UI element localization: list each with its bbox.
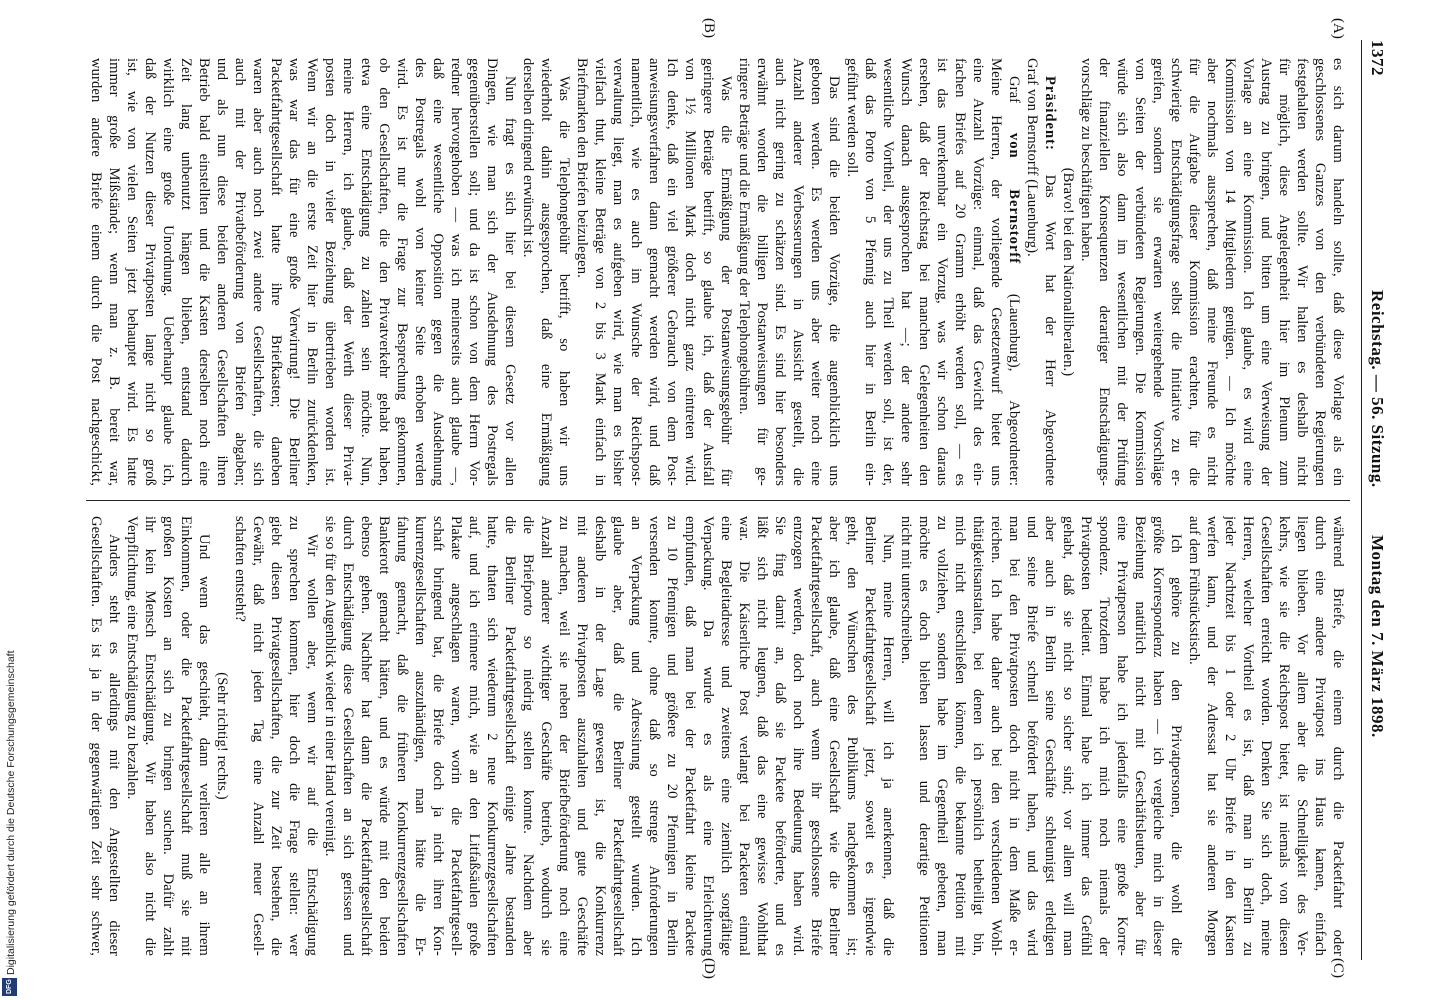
text-line: Anzahl anderer wichtiger Geschäfte betrieb, wodurch sie (538, 516, 554, 956)
text-line: Vorlage an eine Kommission. Ich glaube, es wird eine (1240, 58, 1256, 486)
text-line: auf dem Frühstückstisch. (1186, 516, 1202, 665)
text-line: redner hervorgehoben — was ich meinerseits auch glaube —, (448, 58, 464, 486)
text-line: zu sprechen kommen, hier doch die Frage stellen: wer (286, 516, 302, 956)
text-line: Anzahl anderer Verbesserungen in Aussicht gestellt, die (790, 58, 806, 486)
text-line: Nun, meine Herren, will ich ja anerkennen, daß die (880, 534, 896, 956)
text-line: Sie fing damit an, daß sie Packete beförderte, und es (772, 516, 788, 956)
column-divider (86, 500, 1350, 501)
text-line: aber ich glaube, daß eine Gesellschaft wie die Berliner (826, 516, 842, 956)
text-line: Und wenn das geschieht, dann verlieren alle an ihrem (196, 534, 212, 956)
text-line: durch Entschädigung diese Gesellschaften an sich gerissen und (340, 516, 356, 956)
text-line: Austrag zu bringen, und bitten um eine Verweisung der (1258, 58, 1274, 486)
text-line: Verpackung. Da wurde es als eine Erleichterung (700, 516, 716, 956)
text-line: kehrs, wie sie die Reichspost bietet, ist niemals von diesen (1276, 516, 1292, 956)
text-line: zu vollziehen, sondern habe im Gegentheil gebeten, man (934, 516, 950, 956)
session-title: Reichstag. — 56. Sitzung. (1368, 290, 1387, 488)
text-line: durch eine andere Privatpost ins Haus kamen, einfach (1312, 516, 1328, 956)
text-line: spondenz. Trotzdem habe ich mich noch niemals der (1096, 516, 1112, 956)
text-line: Privatposten bedient. Einmal habe ich immer das Gefühl (1078, 516, 1094, 956)
text-line: aber auch in Berlin seine Geschäfte schleunigst erledigen (1042, 516, 1058, 956)
text-line: wesentliche Vortheil, der uns zu Theil werden soll, ist der, (880, 58, 896, 486)
text-line: Nun fragt es sich hier bei diesem Gesetz vor allen (502, 76, 518, 486)
left-column (87, 58, 1347, 486)
text-line: Gesellschaften erreicht worden. Denken Sie sich doch, meine (1258, 516, 1274, 956)
text-line: auf, und ich erinnere mich, wie an den Litfaßsäulen große (466, 516, 482, 956)
text-line: war. Die Kaiserliche Post verlangt bei Packeten einmal (736, 516, 752, 956)
text-line: deshalb in der Lage gewesen ist, die Konkurrenz (592, 516, 608, 956)
text-line: giebt diesen Privatgesellschaften, die zur Zeit bestehen, die (268, 516, 284, 956)
text-line: eine Begleitadresse und zweitens eine ziemlich sorgfältige (718, 516, 734, 956)
text-line: für möglich, diese Angelegenheit hier im Plenum zum (1276, 58, 1292, 486)
text-line: Graf von Bernstorff (Lauenburg), Abgeordneter: (1006, 76, 1022, 486)
text-line: eine Anzahl Vorzüge: einmal, daß das Gewicht des ein- (970, 58, 986, 486)
text-line: werfen kann, und der Adressat hat sie anderen Morgen (1204, 516, 1220, 956)
text-line: Was die Telephongebühr betrifft, so haben wir uns (556, 76, 572, 486)
text-line: ebenso gehen. Nachher hat dann die Packetfahrtgesellschaft (358, 516, 374, 956)
text-line: mich nicht entschließen können, die bekannte Petition mit (952, 516, 968, 956)
text-line: Bankerott gemacht hätten, und es würde mit den beiden (376, 516, 392, 956)
text-line: ob den Gesellschaften, die den Privatverkehr gehabt haben, (376, 58, 392, 486)
text-line: wirklich eine große Unordnung. Ueberhaupt glaube ich, (160, 58, 176, 486)
text-line: erwähnt worden die billigen Postanweisungen für ge- (754, 58, 770, 486)
text-line: Betrieb bald einstellten und die Kasten derselben noch eine (196, 58, 212, 486)
header-rule (1361, 40, 1362, 960)
text-line: Kommission von 14 Mitgliedern genügen. — Ich möchte (1222, 58, 1238, 486)
speaker-label: Präsident: (1042, 76, 1058, 151)
text-line: schwierige Entschädigungsfrage selbst die Initiative zu er- (1168, 58, 1184, 486)
text-line: an Verpackung und Adressirung gestellt wurden. Ich (628, 516, 644, 956)
text-line: es sich darum handeln sollte, daß diese Vorlage als ein (1330, 58, 1346, 486)
text-line: Präsident: Das Wort hat der Herr Abgeordnete (1042, 76, 1058, 486)
text-line: geboten werden. Es werden uns aber weiter noch eine (808, 58, 824, 486)
margin-mark-d: (D) (701, 958, 717, 979)
text-line: gegenüberstellen soll; und da ist schon von dem Herrn Vor- (466, 58, 482, 486)
margin-mark-c: (C) (1330, 958, 1346, 978)
text-line: verwaltung liegt, man es aufgeben wird, wie man es bisher (610, 58, 626, 486)
text-line: vielfach thut, kleine Beträge von 2 bis 3 Mark einfach in (592, 58, 608, 486)
text-line: hatte, thaten sich wiederum 2 neue Konkurrenzgesellschaften (484, 516, 500, 956)
text-line: versenden konnte, ohne daß so strenge Anforderungen (646, 516, 662, 956)
text-line: Graf von Bernstorff (Lauenburg). (1024, 58, 1040, 257)
text-line: die Berliner Packetfahrtgesellschaft einige Jahre bestanden (502, 516, 518, 956)
text-line: Anders steht es allerdings mit den Angestellten dieser (106, 534, 122, 956)
text-line: thätigkeitsanstalten, bei denen ich persönlich betheiligt bin, (970, 516, 986, 956)
text-line: Beziehung natürlich nicht mit Geschäftsleuten, aber für (1132, 516, 1148, 956)
text-line: Briefmarken den Briefen beizulegen. (574, 58, 590, 278)
text-line: Ich gehöre zu den Privatpersonen, die wohl die (1168, 534, 1184, 956)
text-line: ihr kein Mensch Entschädigung. Wir haben also nicht die (142, 516, 158, 956)
text-line: daß der Nutzen dieser Privatposten lange nicht so groß (142, 58, 158, 486)
text-line: ersehen, daß der Reichstag bei manchen Gelegenheiten den (916, 58, 932, 486)
text-line: (Sehr richtig! rechts.) (214, 672, 230, 800)
text-line: von 1½ Millionen Mark doch nicht ganz eintreten wird. (682, 58, 698, 486)
text-line: Wir wollen aber, wenn wir auf die Entschädigung (304, 534, 320, 956)
text-line: greifen, sondern sie erwarten weitergehende Vorschläge (1150, 58, 1166, 486)
text-line: eine Privatperson habe ich jedenfalls eine große Korre- (1114, 516, 1130, 956)
text-line: entzogen werden, doch noch ihre Bedeutung haben wird. (790, 516, 806, 956)
text-line: wird. Es ist nur die Frage zur Besprechung gekommen, (394, 58, 410, 486)
text-line: meine Herren, ich glaube, daß der Werth dieser Privat- (340, 58, 356, 486)
text-line: Gesellschaften. Es ist ja in der gegenwärtigen Zeit sehr schwer, (88, 516, 104, 956)
text-line: auch nicht gering zu schätzen sind. Es sind hier besonders (772, 58, 788, 486)
text-line: Was die Ermäßigung der Postanweisungsgebühr für (718, 76, 734, 486)
session-date: Montag den 7. März 1898. (1368, 535, 1387, 738)
text-line: Dingen, wie man sich der Ausdehnung des Postregals (484, 58, 500, 486)
text-line: liegen blieben. Vor allem aber die Schnelligkeit des Ver- (1294, 516, 1310, 956)
text-line: möchte es doch bleiben lassen und derartige Petitionen (916, 516, 932, 956)
text-line: kurrenzgesellschaften auszuhändigen, man hätte die Er- (412, 516, 428, 956)
text-line: etwa eine Entschädigung zu zahlen sein möchte. Nun, (358, 58, 374, 486)
text-line: geht, den Wünschen des Publikums nachgekommen ist; (844, 516, 860, 956)
text-line: daß das Porto von 5 Pfennig auch hier in Berlin ein- (862, 58, 878, 486)
text-line: jeder Nachtzeit bis 1 oder 2 Uhr Briefe in den Kasten (1222, 516, 1238, 956)
text-line: ist das unverkennbar ein Vorzug, was wir schon daraus (934, 58, 950, 486)
text-line: Das sind die beiden Vorzüge, die augenblicklich uns (826, 76, 842, 486)
text-line: ist, wie von vielen Seiten jetzt behauptet wird. Es hatte (124, 58, 140, 486)
text-line: für die Aufgabe dieser Kommission erachten, für die (1186, 58, 1202, 486)
text-line: würde sich also dann im wesentlichen mit der Prüfung (1114, 58, 1130, 486)
text-line: wiederholt dahin ausgesprochen, daß eine Ermäßigung (538, 58, 554, 486)
right-column (87, 516, 1347, 956)
text-line: Plakate angeschlagen waren, worin die Packetfahrtgesell- (448, 516, 464, 956)
text-line: festgehalten werden sollte. Wir halten es deshalb nicht (1294, 58, 1310, 486)
text-line: man bei den Privatposten doch nicht in dem Maße er- (1006, 516, 1022, 956)
margin-mark-b: (B) (701, 18, 717, 38)
dfg-logo-icon: DFG (2, 978, 17, 996)
text-line: geringere Beträge betrifft, so glaube ich, daß der Ausfall (700, 58, 716, 486)
text-line: während Briefe, die einem durch die Packetfahrt oder (1330, 516, 1346, 956)
text-line: Ich denke, daß ein viel größerer Gebrauch von dem Post- (664, 58, 680, 486)
text-line: Zeit lang unbenutzt hängen blieben, entstand dadurch (178, 58, 194, 486)
text-line: Packetfahrtgesellschaft hatte ihre Briefkasten; daneben (268, 58, 284, 486)
text-line: von Seiten der verbündeten Regierungen. Die Kommission (1132, 58, 1148, 486)
text-line: Verpflichtung, eine Entschädigung zu bezahlen. (124, 516, 140, 800)
text-line: reichen. Ich habe daher auch bei den verschiedenen Wohl- (988, 516, 1004, 956)
page-number: 1372 (1368, 40, 1387, 76)
text-line: großen Kosten an sich zu bringen suchen. Dafür zahlt (160, 516, 176, 956)
text-line: aber nochmals aussprechen, daß meine Freunde es nicht (1204, 58, 1220, 486)
text-line: anweisungsverfahren dann gemacht werden wird, und daß (646, 58, 662, 486)
text-line: ringere Beträge und die Ermäßigung der Telephongebühren. (736, 58, 752, 415)
text-line: des Postregals wohl von keiner Seite erhoben werden (412, 58, 428, 486)
speaker-name: von Bernstorff (1006, 132, 1022, 265)
text-line: vorschläge zu beschäftigen haben. (1078, 58, 1094, 262)
digitization-credit: Digitalisierung gefördert durch die Deutsche Forschungsgemeinschaft (5, 650, 17, 975)
text-line: empfunden, daß man bei der Packetfahrt kleine Packete (682, 516, 698, 956)
text-line: die Briefporto so niedrig stellen konnte. Nachdem aber (520, 516, 536, 956)
text-line: fachen Briefes auf 20 Gramm erhöht werden soll, — es (952, 58, 968, 486)
text-line: Meine Herren, der vorliegende Gesetzentwurf bietet uns (988, 58, 1004, 486)
text-line: schaft bringend bat, die Briefe doch ja nicht ihren Kon- (430, 516, 446, 956)
text-line: größte Korrespondenz haben — ich vergleiche mich in dieser (1150, 516, 1166, 956)
text-line: Packetfahrtgesellschaft, auch wenn ihr geschlossene Briefe (808, 516, 824, 956)
text-line: Herren, welcher Vortheil es ist, daß man in Berlin zu (1240, 516, 1256, 956)
text-line: und als nun diese beiden anderen Gesellschaften ihren (214, 58, 230, 486)
text-line: immer große Mißstände; wenn man z. B. bereit war, (106, 58, 122, 486)
text-line: schaften entsteht? (232, 516, 248, 622)
text-line: glaube aber, daß die Berliner Packetfahrtgesellschaft (610, 516, 626, 956)
text-line: derselben dringend erwünscht ist. (520, 58, 536, 258)
text-line: Wenn wir an die erste Zeit hier in Berlin zurückdenken, (304, 58, 320, 486)
text-line: sie so für den Augenblick wieder in einer Hand vereinigt. (322, 516, 338, 857)
margin-mark-a: (A) (1330, 18, 1346, 39)
text-line: geführt werden soll. (844, 58, 860, 178)
text-line: wurden andere Briefe einem durch die Post nachgeschickt, (88, 58, 104, 486)
text-line: nicht mit unterschreiben. (898, 516, 914, 664)
text-line: daß eine wesentliche Opposition gegen die Ausdehnung (430, 58, 446, 486)
text-line: geschlossenes Ganzes von den verbündeten Regierungen (1312, 58, 1328, 486)
text-line: waren aber auch noch zwei andere Gesellschaften, die sich (250, 58, 266, 486)
text-line: der finanziellen Konsequenzen derartiger Entschädigungs- (1096, 58, 1112, 486)
text-line: auch mit der Privatbeförderung von Briefen abgaben; (232, 58, 248, 486)
text-line: Berliner Packetfahrtgesellschaft jetzt, soweit es irgendwie (862, 516, 878, 956)
text-line: fahrung gemacht, daß die früheren Konkurrenzgesellschaften (394, 516, 410, 956)
text-line: zu 10 Pfennigen und größere zu 20 Pfennigen in Berlin (664, 516, 680, 956)
text-line: läßt sich nicht leugnen, daß das eine gewisse Wohlthat (754, 516, 770, 956)
text-line: Wunsch danach ausgesprochen hat —; der andere sehr (898, 58, 914, 486)
text-line: und seine Briefe schnell befördert haben, und das wird (1024, 516, 1040, 956)
text-line: posten doch in vieler Beziehung übertrieben worden ist. (322, 58, 338, 486)
text-line: gehabt, daß sie nicht so sicher sind; vor allem will man (1060, 516, 1076, 956)
text-line: zu machen, weil sie neben der Briefbeförderung noch eine (556, 516, 572, 956)
text-line: Einkommen, oder die Packetfahrtgesellschaft muß sie mit (178, 516, 194, 956)
text-line: was war das für eine große Verwirrung! Die Berliner (286, 58, 302, 486)
text-line: mit anderen Privatposten auszuhalten und gute Geschäfte (574, 516, 590, 956)
text-line: Gewähr, daß nicht jeden Tag eine Anzahl neuer Gesell- (250, 516, 266, 956)
text-line: (Bravo! bei den Nationalliberalen.) (1060, 167, 1076, 377)
text-line: namentlich, wie es auch im Wunsche der Reichspost- (628, 58, 644, 486)
